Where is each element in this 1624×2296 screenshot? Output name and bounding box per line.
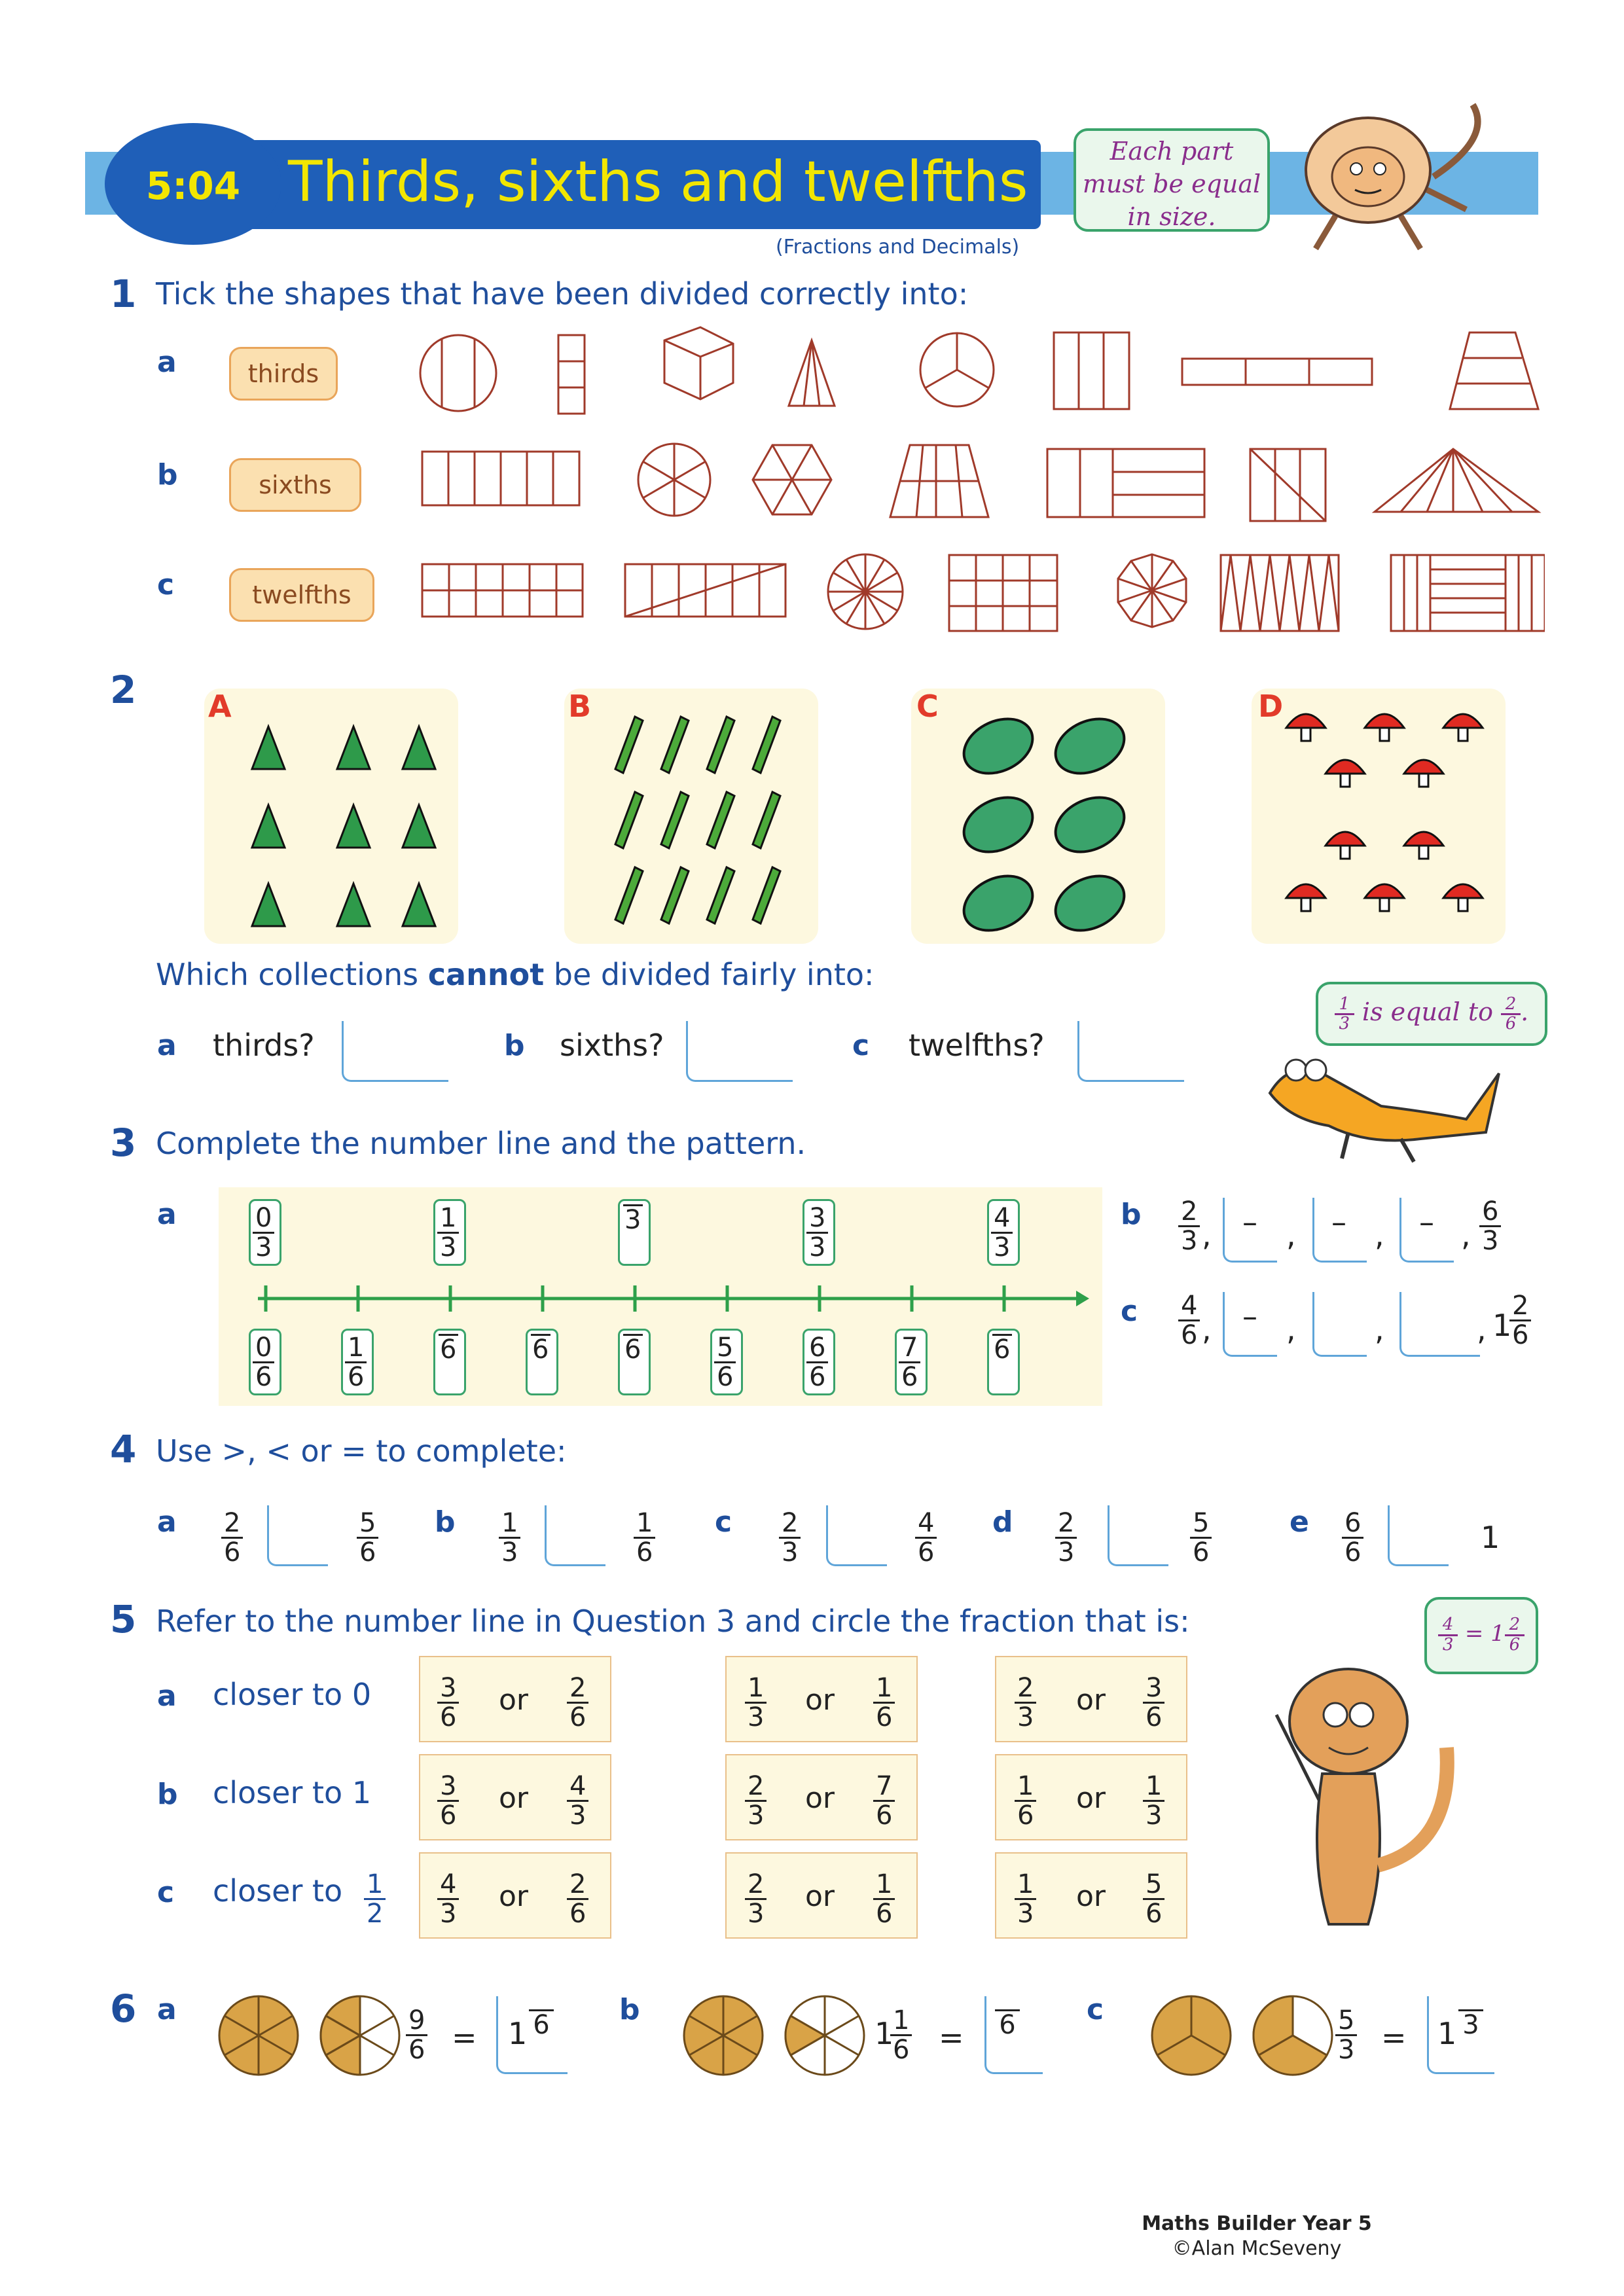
- q1-number: 1: [110, 272, 137, 316]
- shape-b7-triangle-sixths[interactable]: [1375, 449, 1538, 512]
- collection-c-letter: C: [916, 689, 939, 724]
- q4-text: Use >, < or = to complete:: [156, 1433, 567, 1469]
- q6c-ans-frac[interactable]: 3: [1458, 2009, 1483, 2039]
- shape-a3-cube[interactable]: [664, 327, 733, 399]
- q1-shapes[interactable]: [406, 321, 1545, 661]
- q2-question-bold: cannot: [427, 957, 545, 992]
- shape-c1-rect-twelfths[interactable]: [422, 564, 583, 617]
- q3b-comma-2: ,: [1375, 1217, 1384, 1253]
- q3b-blank-2: –: [1331, 1204, 1346, 1240]
- q6c-letter: c: [1087, 1993, 1104, 2026]
- speech-bubble-equal: [1074, 128, 1270, 232]
- shape-c3-circle-twelfths[interactable]: [828, 554, 903, 629]
- q5b-p1-left[interactable]: $\frac{3}{6}$: [437, 1772, 459, 1829]
- q5b-p3-or: or: [1076, 1782, 1106, 1815]
- q5-text: Refer to the number line in Question 3 and circle the fraction that is:: [156, 1604, 1190, 1639]
- q3c-end-whole: 1: [1492, 1308, 1512, 1343]
- q3a-letter: a: [157, 1198, 177, 1231]
- q3b-letter: b: [1121, 1198, 1142, 1231]
- q4b-left: $\frac{1}{3}$: [499, 1509, 520, 1566]
- q6a-ans-frac[interactable]: 6: [529, 2009, 554, 2039]
- collection-a-tepees: [223, 707, 452, 936]
- shape-b5-rect-sixths[interactable]: [1047, 449, 1204, 517]
- q2-question: [156, 957, 875, 992]
- bubble-dot: .: [1521, 997, 1529, 1026]
- bubble-frac-2: $\frac{2}{6}$: [1501, 996, 1521, 1033]
- q4b-right: $\frac{1}{6}$: [634, 1509, 655, 1566]
- shape-c2-rect-diagonal[interactable]: [625, 564, 785, 617]
- q6b-letter: b: [619, 1993, 640, 2026]
- q6c-equals: =: [1381, 2020, 1407, 2055]
- q4b-letter: b: [435, 1505, 456, 1539]
- q5a-letter: a: [157, 1679, 177, 1713]
- lizard-mascot-top: [1276, 98, 1512, 268]
- q3c-blank-1: –: [1242, 1299, 1257, 1334]
- q5b-p3-left[interactable]: $\frac{1}{6}$: [1015, 1772, 1036, 1829]
- collection-b-pencils: [596, 704, 805, 939]
- q5b-p2-right[interactable]: $\frac{7}{6}$: [873, 1772, 895, 1829]
- q1-text: Tick the shapes that have been divided correctly into:: [156, 276, 969, 312]
- q4a-left: $\frac{2}{6}$: [221, 1509, 243, 1566]
- q4c-right: $\frac{4}{6}$: [915, 1509, 937, 1566]
- footer-author: ©Alan McSeveny: [1172, 2237, 1342, 2260]
- q5b-p3-right[interactable]: $\frac{1}{3}$: [1143, 1772, 1164, 1829]
- q2a-answer-box[interactable]: [342, 1021, 448, 1082]
- q3b-comma-1: ,: [1286, 1217, 1296, 1253]
- q5b-p1-or: or: [499, 1782, 529, 1815]
- q1b-letter: b: [157, 458, 178, 492]
- shape-c4-grid-twelfths[interactable]: [949, 555, 1057, 631]
- shape-b3-hexagon-sixths[interactable]: [753, 445, 831, 514]
- q1a-tag: thirds: [229, 347, 338, 401]
- q3b-start: $\frac{2}{3}$: [1178, 1198, 1200, 1255]
- q4c-letter: c: [715, 1505, 732, 1539]
- q4d-compare-box[interactable]: [1108, 1505, 1168, 1566]
- lesson-code: 5:04: [145, 164, 241, 208]
- shape-b2-circle-sixths[interactable]: [638, 444, 710, 516]
- q3c-box-2[interactable]: [1312, 1292, 1367, 1357]
- q6c-frac: $\frac{5}{3}$: [1335, 2007, 1357, 2064]
- q4c-compare-box[interactable]: [826, 1505, 887, 1566]
- lizard-mascot-middle: [1250, 1034, 1525, 1165]
- q5a-label: closer to 0: [213, 1677, 372, 1712]
- q3-number: 3: [110, 1121, 137, 1165]
- q3c-box-3[interactable]: [1399, 1292, 1480, 1357]
- q2a-label: thirds?: [213, 1028, 315, 1063]
- nl-sixth-4-frac: 6: [622, 1334, 643, 1363]
- nl-sixth-6-frac: $\frac{6}{6}$: [806, 1334, 828, 1391]
- q3c-start: $\frac{4}{6}$: [1178, 1292, 1200, 1349]
- q6c-pies: [1149, 1990, 1339, 2081]
- shape-b1-rect-sixths[interactable]: [422, 452, 579, 505]
- nl-third-0-frac: $\frac{0}{3}$: [253, 1204, 274, 1261]
- shape-c6-rect-zigzag[interactable]: [1221, 555, 1339, 631]
- shape-a2-bar-thirds[interactable]: [558, 335, 585, 414]
- q5a-p3-right[interactable]: $\frac{3}{6}$: [1143, 1674, 1164, 1731]
- collection-a-letter: A: [208, 689, 232, 724]
- lizard-mascot-pointer: [1257, 1649, 1473, 1950]
- q3c-comma-2: ,: [1375, 1312, 1384, 1347]
- q3c-comma-3: ,: [1477, 1312, 1487, 1347]
- q1b-tag: sixths: [229, 458, 361, 512]
- collection-b-letter: B: [568, 689, 592, 724]
- shape-a4-triangle-thirds[interactable]: [789, 340, 835, 406]
- q3c-end: $\frac{2}{6}$: [1509, 1292, 1531, 1349]
- q6b-whole: 1: [875, 2016, 894, 2051]
- q1c-letter: c: [157, 568, 175, 601]
- q5c-p3-left[interactable]: $\frac{1}{3}$: [1015, 1871, 1036, 1928]
- bubble5-whole: 1: [1490, 1621, 1505, 1647]
- q5b-label: closer to 1: [213, 1775, 372, 1810]
- q4c-left: $\frac{2}{3}$: [779, 1509, 801, 1566]
- nl-sixth-1-frac: $\frac{1}{6}$: [345, 1334, 367, 1391]
- q3c-comma-1: ,: [1286, 1312, 1296, 1347]
- q4d-letter: d: [992, 1505, 1013, 1539]
- collection-d-letter: D: [1258, 689, 1284, 724]
- q2b-answer-box[interactable]: [686, 1021, 793, 1082]
- q3b-end: $\frac{6}{3}$: [1479, 1198, 1501, 1255]
- q3b-comma-0: ,: [1202, 1217, 1212, 1253]
- q2a-letter: a: [157, 1029, 177, 1062]
- q4e-right: 1: [1481, 1520, 1500, 1555]
- q2b-label: sixths?: [560, 1028, 664, 1063]
- shape-b4-trapezoid-sixths[interactable]: [890, 445, 988, 517]
- q2c-label: twelfths?: [909, 1028, 1045, 1063]
- nl-third-1-frac: $\frac{1}{3}$: [437, 1204, 459, 1261]
- q3b-blank-3: –: [1419, 1204, 1434, 1240]
- nl-sixth-2-frac: 6: [437, 1334, 459, 1363]
- nl-third-4-frac: $\frac{4}{3}$: [991, 1204, 1013, 1261]
- q6a-frac: $\frac{9}{6}$: [406, 2007, 427, 2064]
- bubble-frac-1: $\frac{1}{3}$: [1335, 996, 1354, 1033]
- q5b-p1-right[interactable]: $\frac{4}{3}$: [567, 1772, 588, 1829]
- q5a-p2-left[interactable]: $\frac{1}{3}$: [745, 1674, 767, 1731]
- q6a-equals: =: [452, 2020, 477, 2055]
- footer-book: Maths Builder Year 5: [1142, 2212, 1372, 2235]
- shape-a7-strip-thirds[interactable]: [1182, 359, 1372, 385]
- q5c-p3-or: or: [1076, 1880, 1106, 1913]
- q3b-comma-3: ,: [1461, 1217, 1471, 1253]
- q4a-letter: a: [157, 1505, 177, 1539]
- q2c-letter: c: [852, 1029, 870, 1062]
- q5-number: 5: [110, 1597, 137, 1641]
- q5a-p1-or: or: [499, 1683, 529, 1717]
- q2-question-pre: Which collections: [156, 957, 428, 992]
- bubble5-eq: =: [1464, 1621, 1484, 1647]
- nl-sixth-8-frac: 6: [991, 1334, 1013, 1363]
- bubble5-frac-1: $\frac{4}{3}$: [1438, 1616, 1458, 1654]
- q6-number: 6: [110, 1986, 137, 2031]
- nl-sixth-3-frac: 6: [530, 1334, 551, 1363]
- shape-c5-decagon[interactable]: [1118, 554, 1186, 627]
- q5a-p3-or: or: [1076, 1683, 1106, 1717]
- q6a-pies: [216, 1990, 406, 2081]
- shape-a1-circle-thirds[interactable]: [420, 335, 496, 411]
- shape-a8-trapezoid-thirds[interactable]: [1450, 332, 1538, 409]
- page-title: Thirds, sixths and twelfths: [288, 149, 1028, 215]
- q4b-compare-box[interactable]: [545, 1505, 605, 1566]
- q6b-equals: =: [939, 2020, 964, 2055]
- nl-third-3-frac: $\frac{3}{3}$: [806, 1204, 828, 1261]
- q1c-tag: twelfths: [229, 568, 374, 622]
- q6a-ans-whole: 1: [508, 2016, 528, 2051]
- q4a-compare-box[interactable]: [267, 1505, 328, 1566]
- q6b-pies: [681, 1990, 871, 2081]
- q5c-letter: c: [157, 1876, 175, 1909]
- q4d-right: $\frac{5}{6}$: [1190, 1509, 1212, 1566]
- q5c-p1-right[interactable]: $\frac{2}{6}$: [567, 1871, 588, 1928]
- q5c-p2-right[interactable]: $\frac{1}{6}$: [873, 1871, 895, 1928]
- q5c-label-frac: $\frac{1}{2}$: [364, 1871, 386, 1928]
- q5c-p2-left[interactable]: $\frac{2}{3}$: [745, 1871, 767, 1928]
- q1a-letter: a: [157, 346, 177, 379]
- q5c-p1-left[interactable]: $\frac{4}{3}$: [437, 1871, 459, 1928]
- shape-c7-rect-mixed[interactable]: [1391, 555, 1545, 631]
- q5c-p3-right[interactable]: $\frac{5}{6}$: [1143, 1871, 1164, 1928]
- nl-sixth-7-frac: $\frac{7}{6}$: [899, 1334, 920, 1391]
- q5c-p2-or: or: [805, 1880, 835, 1913]
- bubble5-frac-2: $\frac{2}{6}$: [1505, 1616, 1525, 1654]
- q6b-frac: $\frac{1}{6}$: [890, 2007, 912, 2064]
- q3c-letter: c: [1121, 1295, 1138, 1328]
- q6a-letter: a: [157, 1993, 177, 2026]
- q4e-compare-box[interactable]: [1388, 1505, 1449, 1566]
- q2c-answer-box[interactable]: [1077, 1021, 1184, 1082]
- q5a-p1-right[interactable]: $\frac{2}{6}$: [567, 1674, 588, 1731]
- shape-a6-rect-thirds[interactable]: [1054, 332, 1129, 409]
- q4e-letter: e: [1290, 1505, 1309, 1539]
- q5a-p1-left[interactable]: $\frac{3}{6}$: [437, 1674, 459, 1731]
- shape-b6-square-sixths[interactable]: [1250, 449, 1326, 521]
- q5a-p2-or: or: [805, 1683, 835, 1717]
- q5b-letter: b: [157, 1778, 178, 1811]
- q3c-comma-0: ,: [1202, 1312, 1212, 1347]
- nl-sixth-5-frac: $\frac{5}{6}$: [714, 1334, 736, 1391]
- nl-sixth-0-frac: $\frac{0}{6}$: [253, 1334, 274, 1391]
- q2b-letter: b: [504, 1029, 525, 1062]
- q5a-p2-right[interactable]: $\frac{1}{6}$: [873, 1674, 895, 1731]
- q2-question-post: be divided fairly into:: [544, 957, 875, 992]
- collection-d-mushrooms: [1283, 700, 1492, 936]
- q6c-ans-whole: 1: [1437, 2016, 1457, 2051]
- q4a-right: $\frac{5}{6}$: [357, 1509, 378, 1566]
- collection-c-leaves: [949, 707, 1146, 936]
- q3b-blank-1: –: [1242, 1204, 1257, 1240]
- shape-a5-circle-thirds[interactable]: [920, 333, 994, 406]
- q5c-label: closer to: [213, 1873, 343, 1909]
- q4d-left: $\frac{2}{3}$: [1055, 1509, 1077, 1566]
- q5b-p2-or: or: [805, 1782, 835, 1815]
- q6b-ans-frac[interactable]: 6: [995, 2009, 1020, 2039]
- speech-text: Each part must be equal in size.: [1082, 137, 1261, 231]
- nl-third-2-frac: 3: [622, 1204, 643, 1234]
- q4-number: 4: [110, 1427, 137, 1471]
- bubble-text: is equal to: [1362, 997, 1493, 1026]
- q4e-left: $\frac{6}{6}$: [1342, 1509, 1363, 1566]
- q5b-p2-left[interactable]: $\frac{2}{3}$: [745, 1772, 767, 1829]
- q3-text: Complete the number line and the pattern.: [156, 1126, 806, 1161]
- page-subtitle: (Fractions and Decimals): [776, 236, 1020, 259]
- q5c-p1-or: or: [499, 1880, 529, 1913]
- q5a-p3-left[interactable]: $\frac{2}{3}$: [1015, 1674, 1036, 1731]
- q2-number: 2: [110, 668, 137, 712]
